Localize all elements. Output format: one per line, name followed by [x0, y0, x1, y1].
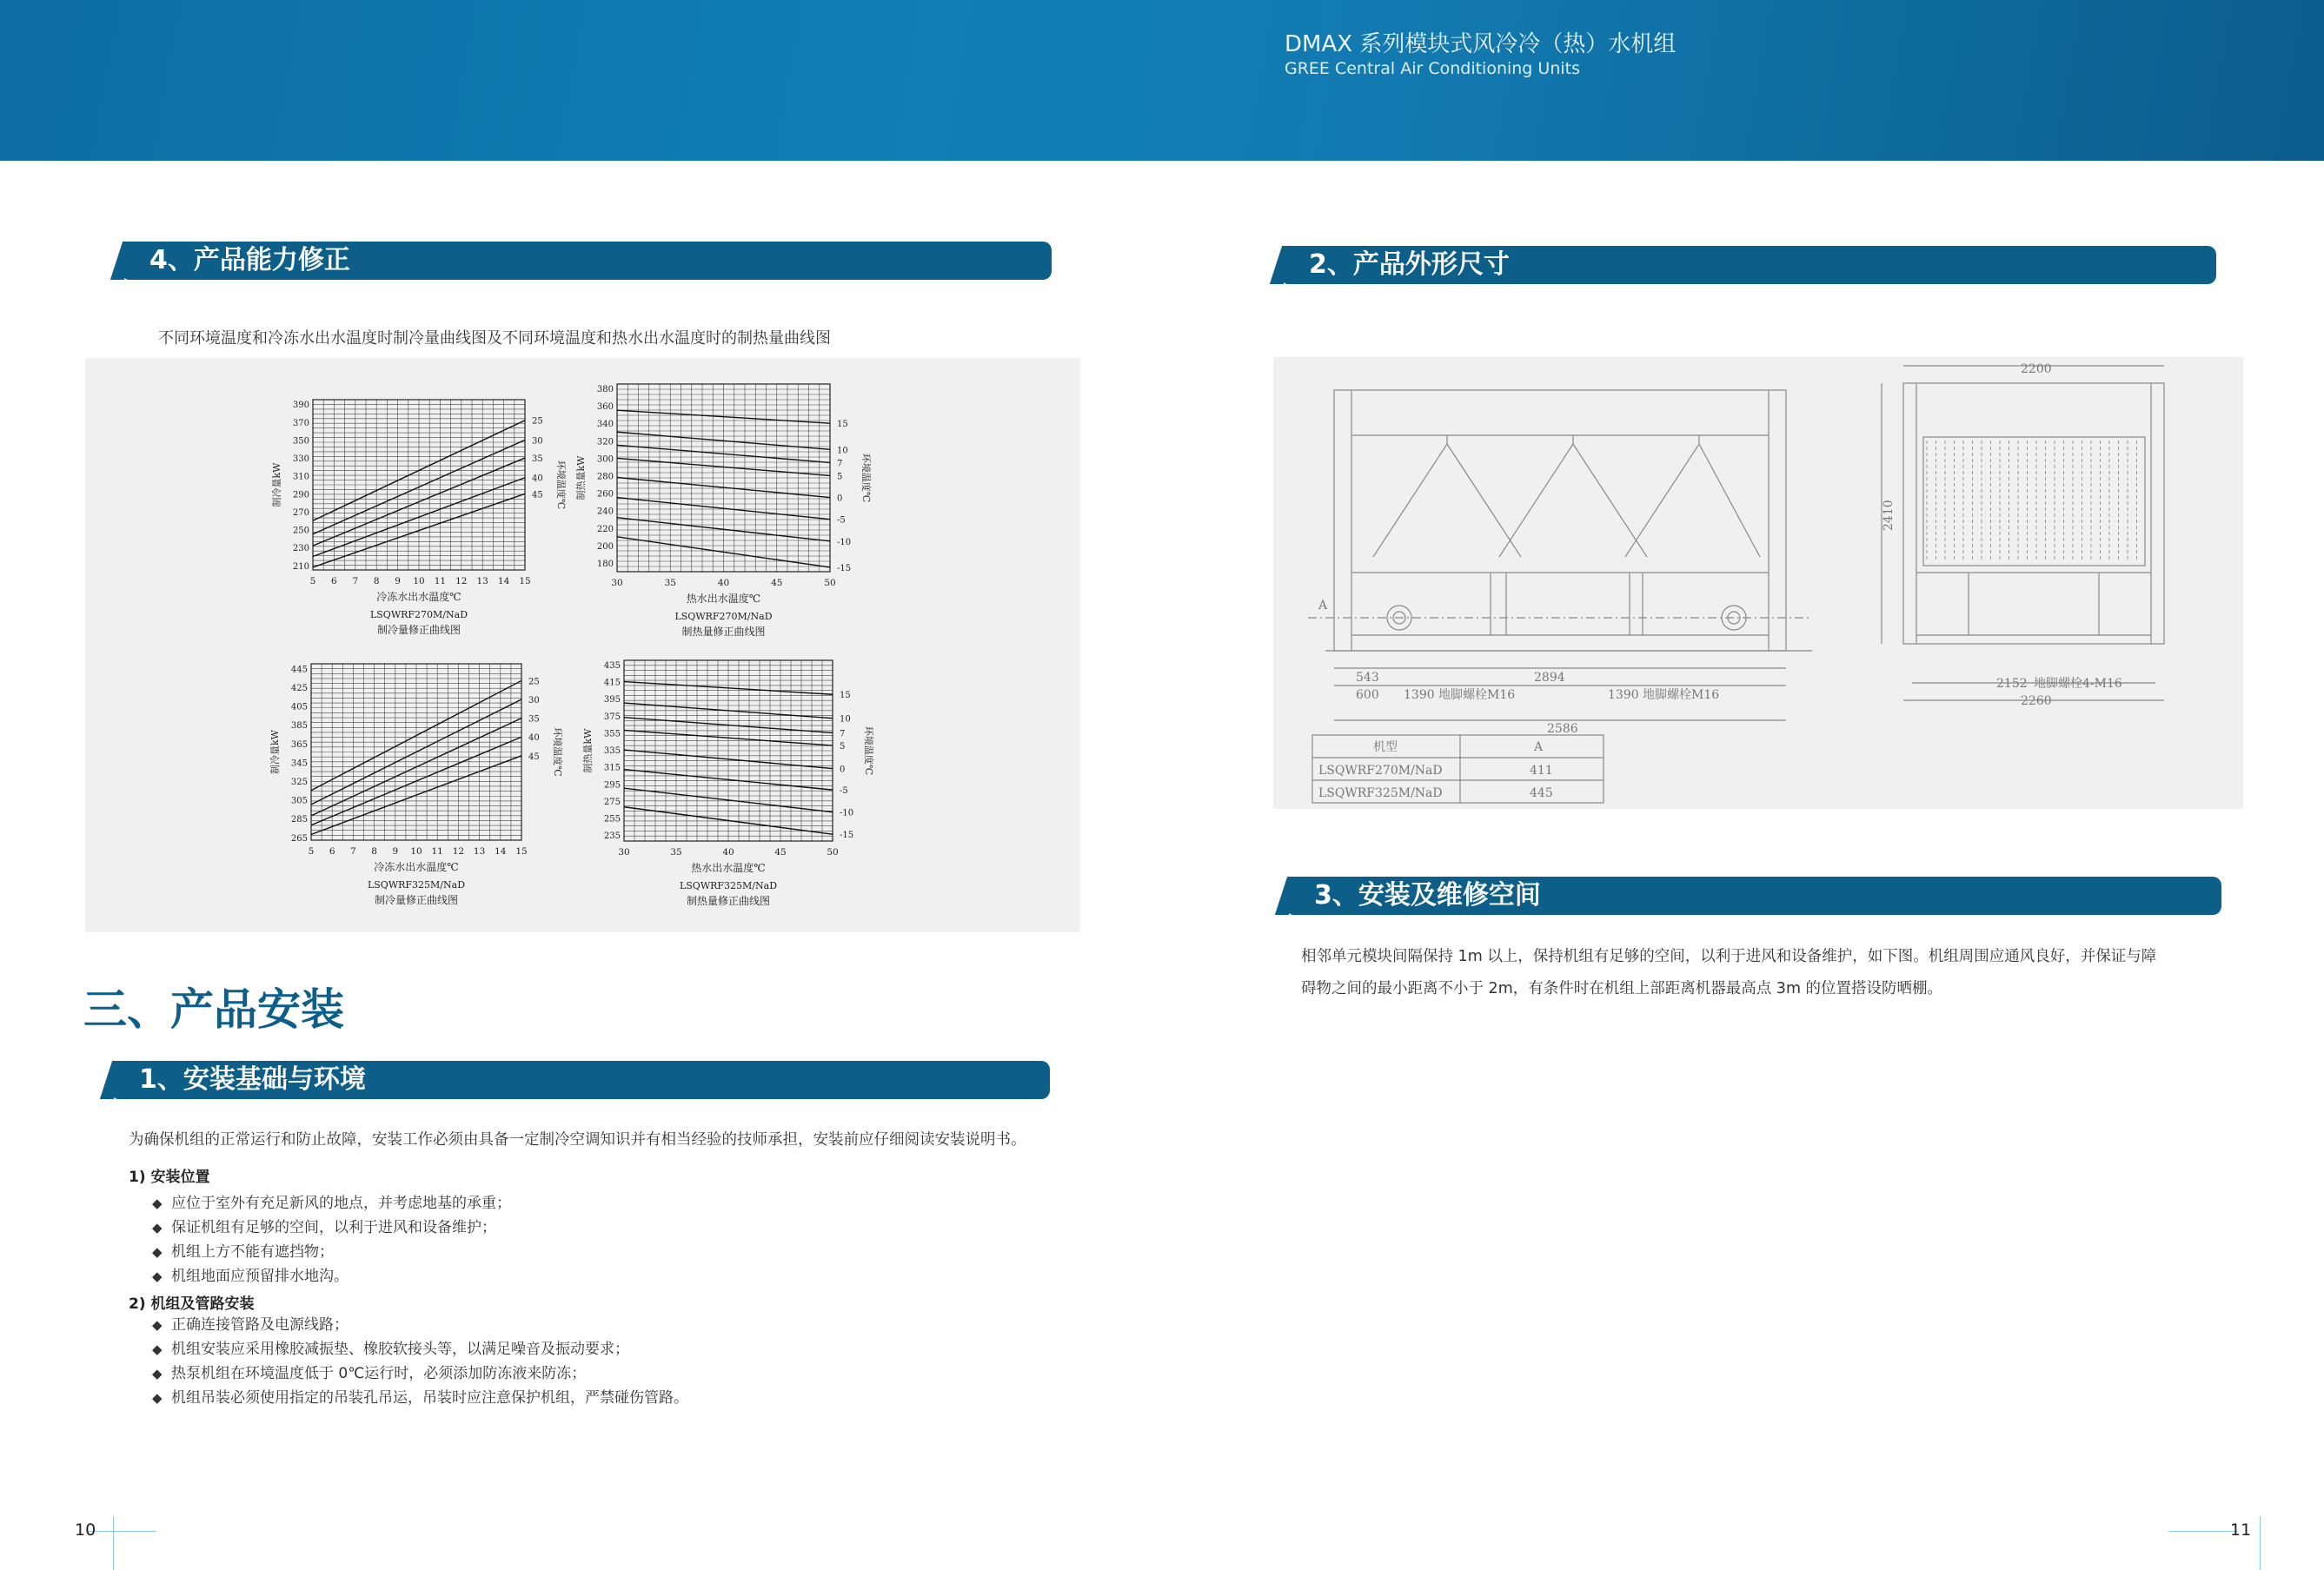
section1-intro: 为确保机组的正常运行和防止故障，安装工作必须由具备一定制冷空调知识并有相当经验的技师承担，安装前应仔细阅读安装说明书。	[129, 1131, 1026, 1149]
chapter-title: 三、产品安装	[83, 984, 344, 1035]
y-tick-label: 320	[596, 437, 614, 447]
header-title: DMAX 系列模块式风冷冷（热）水机组	[1285, 31, 1677, 57]
x-tick-label: 10	[413, 576, 425, 586]
dim-2410: 2410	[1882, 500, 1896, 531]
x-tick-label: 30	[611, 578, 623, 588]
x-tick-label: 11	[431, 846, 443, 857]
diamond-bullet-icon: ◆	[152, 1244, 163, 1260]
y-tick-label: 240	[596, 507, 614, 517]
bullet-item: ◆ 机组安装应采用橡胶减振垫、橡胶软接头等，以满足噪音及振动要求；	[152, 1341, 629, 1358]
crop-mark	[113, 1516, 114, 1570]
right-tick-label: 45	[528, 752, 540, 762]
y-tick-label: 295	[603, 780, 621, 791]
x-tick-label: 8	[371, 846, 377, 857]
sub-heading-piping: 2) 机组及管路安装	[129, 1295, 255, 1313]
y-tick-label: 425	[290, 683, 308, 693]
x-tick-label: 10	[410, 846, 422, 857]
diamond-bullet-icon: ◆	[152, 1341, 163, 1357]
dim-2586: 2586	[1547, 722, 1578, 736]
right-tick-label: 45	[532, 490, 543, 500]
y-tick-label: 325	[290, 777, 308, 787]
right-tick-label: 25	[532, 416, 543, 427]
right-tick-label: 30	[532, 436, 543, 447]
diamond-bullet-icon: ◆	[152, 1390, 163, 1406]
dim-2260: 2260	[2021, 694, 2052, 708]
bullet-item: ◆ 机组吊装必须使用指定的吊装孔吊运，吊装时应注意保护机组，严禁碰伤管路。	[152, 1389, 688, 1407]
y-axis-label: 制热量kW	[582, 728, 594, 773]
y-tick-label: 305	[290, 796, 308, 806]
chart-caption: 制冷量修正曲线图	[374, 894, 459, 906]
crop-mark	[87, 1531, 156, 1532]
x-tick-label: 40	[717, 578, 730, 588]
section1-heading: 1、安装基础与环境	[113, 1061, 1050, 1099]
front-view-outline	[1334, 390, 1786, 651]
x-tick-label: 9	[395, 576, 401, 586]
y-tick-label: 445	[290, 665, 308, 675]
right-axis-label: 环境温度℃	[552, 727, 563, 777]
y-tick-label: 200	[596, 541, 614, 552]
header-subtitle: GREE Central Air Conditioning Units	[1285, 59, 1580, 78]
y-tick-label: 235	[603, 831, 621, 842]
x-tick-label: 45	[774, 847, 787, 858]
right-tick-label: 5	[837, 472, 843, 482]
section2-heading: 2、产品外形尺寸	[1283, 246, 2216, 284]
section3-heading: 3、安装及维修空间	[1288, 877, 2221, 915]
right-tick-label: -5	[840, 786, 848, 797]
diamond-bullet-icon: ◆	[152, 1317, 163, 1333]
y-tick-label: 255	[603, 814, 621, 825]
diamond-bullet-icon: ◆	[152, 1366, 163, 1381]
right-tick-label: 40	[532, 474, 543, 484]
y-tick-label: 220	[596, 524, 614, 534]
dim-543: 543	[1356, 671, 1379, 685]
bullet-item: ◆ 应位于室外有充足新风的地点，并考虑地基的承重；	[152, 1195, 511, 1212]
y-tick-label: 350	[292, 436, 309, 447]
right-tick-label: 30	[528, 696, 540, 706]
table-header-a: A	[1534, 740, 1544, 754]
dimension-drawing	[1273, 357, 2243, 809]
right-tick-label: 7	[840, 729, 846, 739]
right-tick-label: 0	[837, 494, 843, 504]
y-tick-label: 390	[292, 401, 309, 411]
y-tick-label: 345	[290, 759, 308, 769]
x-tick-label: 5	[309, 576, 316, 586]
y-tick-label: 260	[596, 489, 614, 500]
y-tick-label: 435	[603, 660, 621, 671]
dim-1390-b: 1390	[1608, 688, 1639, 702]
y-tick-label: 365	[290, 739, 308, 750]
right-tick-label: -10	[840, 808, 854, 818]
y-axis-label: 制冷量kW	[269, 730, 281, 774]
chart-model: LSQWRF270M/NaD	[369, 609, 468, 620]
right-axis-label: 环境温度℃	[555, 460, 567, 510]
right-tick-label: 25	[528, 677, 540, 687]
y-tick-label: 270	[292, 507, 309, 518]
x-tick-label: 11	[434, 576, 447, 586]
right-tick-label: 15	[840, 691, 851, 701]
y-tick-label: 280	[596, 472, 614, 482]
page-number-right: 11	[2230, 1520, 2252, 1540]
x-tick-label: 13	[473, 846, 486, 857]
right-tick-label: 10	[840, 714, 851, 725]
x-axis-label: 冷冻水出水温度℃	[374, 861, 459, 873]
y-tick-label: 335	[603, 746, 621, 757]
dim-bolt-side: 地脚螺栓4-M16	[2034, 677, 2122, 691]
y-tick-label: 230	[292, 544, 309, 554]
right-tick-label: 0	[840, 765, 846, 775]
y-axis-label: 制冷量kW	[271, 462, 282, 507]
y-tick-label: 355	[603, 729, 621, 739]
sub-heading-location: 1) 安装位置	[129, 1169, 210, 1186]
chart-model: LSQWRF270M/NaD	[674, 611, 773, 622]
right-tick-label: 35	[532, 454, 543, 465]
chart-heat325	[581, 660, 875, 907]
chart-cool325	[269, 664, 564, 906]
x-tick-label: 7	[352, 576, 359, 586]
x-tick-label: 14	[497, 576, 510, 586]
x-tick-label: 35	[670, 847, 682, 858]
dim-2152: 2152	[1996, 677, 2028, 691]
table-a-270: 411	[1530, 764, 1553, 778]
chart-caption: 制热量修正曲线图	[681, 626, 766, 638]
y-tick-label: 380	[596, 385, 614, 395]
x-tick-label: 6	[331, 576, 337, 586]
bullet-item: ◆ 机组上方不能有遮挡物；	[152, 1243, 334, 1261]
right-tick-label: 15	[837, 420, 848, 430]
x-tick-label: 50	[827, 847, 839, 858]
x-tick-label: 6	[329, 846, 335, 857]
chart-caption: 制冷量修正曲线图	[376, 624, 461, 636]
diamond-bullet-icon: ◆	[152, 1269, 163, 1284]
y-tick-label: 285	[290, 815, 308, 825]
x-axis-label: 热水出水温度℃	[686, 593, 761, 605]
y-tick-label: 210	[292, 561, 309, 572]
correction-charts	[85, 358, 1080, 932]
bullet-item: ◆ 保证机组有足够的空间，以利于进风和设备维护；	[152, 1219, 496, 1236]
x-tick-label: 15	[519, 576, 531, 586]
chart-panel	[85, 358, 1080, 932]
x-axis-label: 冷冻水出水温度℃	[376, 591, 461, 603]
right-tick-label: 10	[837, 446, 848, 456]
y-tick-label: 415	[603, 678, 621, 688]
bullet-item: ◆ 正确连接管路及电源线路；	[152, 1316, 349, 1334]
dim-bolt-a: 地脚螺栓M16	[1438, 688, 1516, 702]
right-tick-label: -15	[840, 831, 854, 841]
y-tick-label: 310	[292, 472, 309, 482]
x-tick-label: 50	[824, 578, 836, 588]
diamond-bullet-icon: ◆	[152, 1196, 163, 1211]
y-tick-label: 370	[292, 418, 309, 428]
side-view-outline	[1903, 383, 2164, 644]
chart-model: LSQWRF325M/NaD	[367, 879, 466, 891]
right-tick-label: -5	[837, 515, 846, 526]
y-tick-label: 180	[596, 559, 614, 569]
crop-mark	[2168, 1531, 2238, 1532]
x-tick-label: 35	[664, 578, 676, 588]
section3-line2: 碍物之间的最小距离不小于 2m，有条件时在机组上部距离机器最高点 3m 的位置搭设防晒棚。	[1301, 980, 1943, 997]
right-tick-label: -10	[837, 537, 852, 547]
y-tick-label: 290	[292, 490, 309, 500]
drawing-panel	[1273, 357, 2243, 809]
y-tick-label: 250	[292, 526, 309, 536]
x-tick-label: 13	[476, 576, 488, 586]
x-tick-label: 14	[495, 846, 507, 857]
dim-2894: 2894	[1534, 671, 1565, 685]
y-tick-label: 375	[603, 712, 621, 722]
table-model-270: LSQWRF270M/NaD	[1318, 764, 1443, 778]
y-tick-label: 360	[596, 402, 614, 413]
right-tick-label: -15	[837, 563, 852, 573]
crop-mark	[2260, 1516, 2261, 1570]
y-tick-label: 405	[290, 702, 308, 712]
diamond-bullet-icon: ◆	[152, 1220, 163, 1235]
right-tick-label: 7	[837, 459, 843, 469]
y-tick-label: 315	[603, 763, 621, 773]
dim-bolt-b: 地脚螺栓M16	[1643, 688, 1720, 702]
x-tick-label: 45	[771, 578, 783, 588]
page-number-left: 10	[75, 1520, 96, 1540]
x-tick-label: 8	[373, 576, 380, 586]
table-a-325: 445	[1530, 786, 1553, 800]
bullet-item: ◆ 机组地面应预留排水地沟。	[152, 1268, 349, 1285]
x-tick-label: 12	[455, 576, 468, 586]
header-band	[0, 0, 2324, 161]
y-tick-label: 300	[596, 454, 614, 465]
table-header-model: 机型	[1373, 740, 1398, 754]
chart-heat270	[574, 384, 873, 638]
dim-1390-a: 1390	[1404, 688, 1435, 702]
chart-model: LSQWRF325M/NaD	[679, 880, 778, 891]
section4-intro: 不同环境温度和冷冻水出水温度时制冷量曲线图及不同环境温度和热水出水温度时的制热量曲线图	[158, 329, 831, 348]
right-tick-label: 35	[528, 714, 540, 725]
section3-line1: 相邻单元模块间隔保持 1m 以上，保持机组有足够的空间，以利于进风和设备维护，如下图。机组周围应通风良好，并保证与障	[1301, 948, 2157, 965]
bullet-item: ◆ 热泵机组在环境温度低于 0℃运行时，必须添加防冻液来防冻；	[152, 1365, 587, 1382]
x-tick-label: 5	[308, 846, 315, 857]
table-model-325: LSQWRF325M/NaD	[1318, 786, 1443, 800]
x-tick-label: 9	[392, 846, 399, 857]
y-tick-label: 395	[603, 695, 621, 706]
right-axis-label: 环境温度℃	[860, 453, 872, 503]
y-tick-label: 275	[603, 797, 621, 807]
chart-caption: 制热量修正曲线图	[686, 895, 771, 907]
right-axis-label: 环境温度℃	[863, 725, 874, 776]
x-tick-label: 12	[452, 846, 465, 857]
dim-2200: 2200	[2021, 362, 2052, 376]
y-tick-label: 340	[596, 420, 614, 430]
y-tick-label: 330	[292, 454, 309, 465]
x-tick-label: 15	[515, 846, 528, 857]
section4-heading: 4、产品能力修正	[123, 242, 1052, 280]
x-axis-label: 热水出水温度℃	[691, 862, 766, 874]
x-tick-label: 7	[350, 846, 356, 857]
y-tick-label: 265	[290, 833, 308, 844]
dim-600: 600	[1356, 688, 1379, 702]
y-tick-label: 385	[290, 721, 308, 732]
x-tick-label: 40	[722, 847, 734, 858]
chart-cool270	[270, 400, 568, 636]
right-tick-label: 40	[528, 733, 540, 744]
mark-a: A	[1318, 599, 1328, 613]
right-tick-label: 5	[840, 742, 846, 752]
y-axis-label: 制热量kW	[575, 455, 587, 500]
x-tick-label: 30	[618, 847, 630, 858]
